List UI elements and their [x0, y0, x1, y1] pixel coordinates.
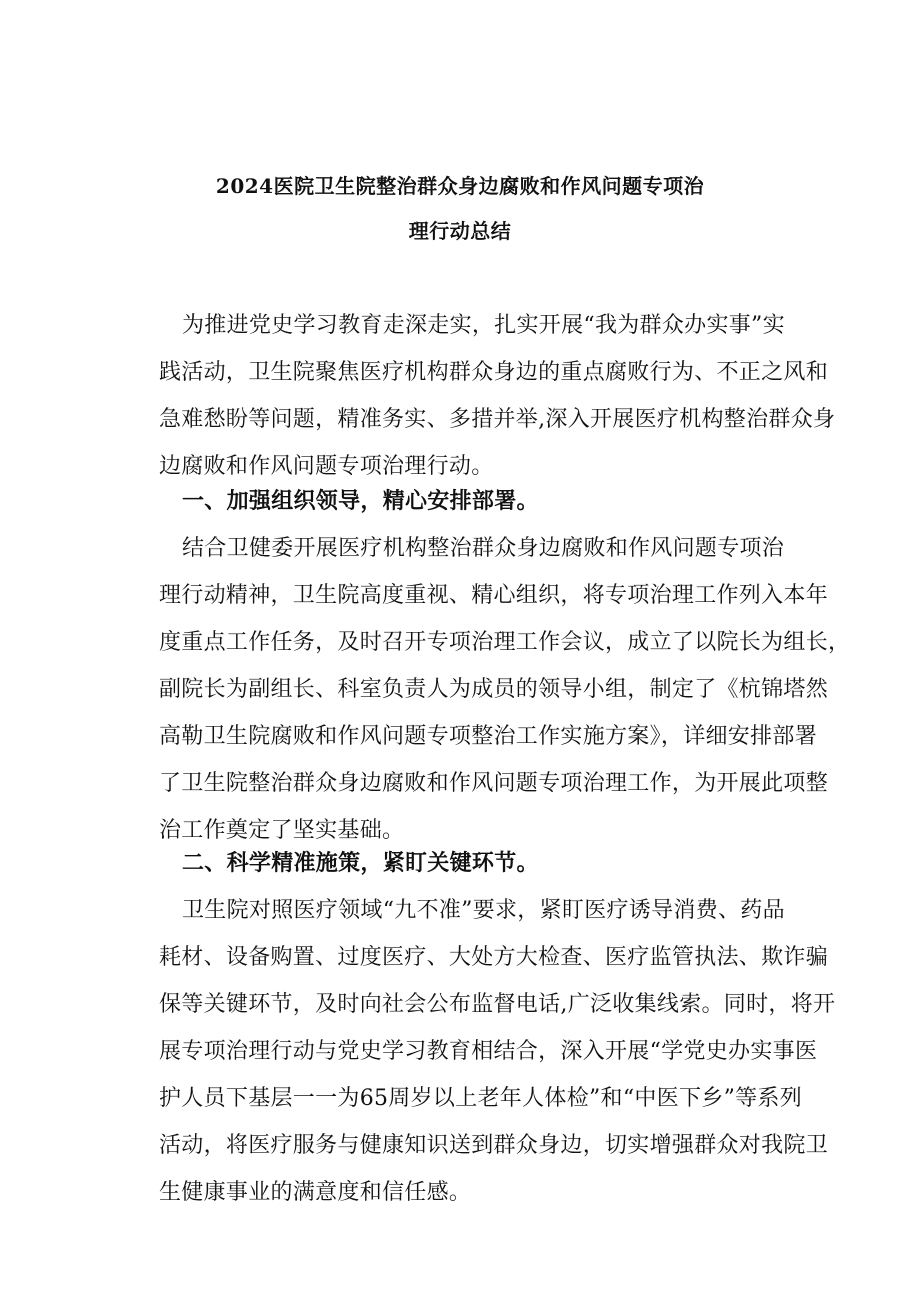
body-text-line: 卫生院对照医疗领域“九不准”要求，紧盯医疗诱导消费、药品 — [182, 898, 785, 923]
section-heading: 一、加强组织领导，精心安排部署。 — [182, 488, 539, 514]
body-text-line: 耗材、设备购置、过度医疗、大处方大检查、医疗监管执法、欺诈骗 — [159, 945, 829, 970]
body-text-line: 活动，将医疗服务与健康知识送到群众身边，切实增强群众对我院卫 — [159, 1133, 829, 1158]
body-text-line: 护人员下基层一一为65周岁以上老年人体检”和“中医下乡”等系列 — [159, 1086, 803, 1111]
section-heading: 二、科学精准施策，紧盯关键环节。 — [182, 850, 539, 876]
body-text-line: 治工作奠定了坚实基础。 — [159, 818, 405, 843]
document-title-line-1: 2024医院卫生院整治群众身边腐败和作风问题专项治 — [215, 174, 705, 198]
body-text-line: 高勒卫生院腐败和作风问题专项整治工作实施方案》，详细安排部署 — [159, 724, 818, 749]
body-text-line: 度重点工作任务，及时召开专项治理工作会议，成立了以院长为组长， — [159, 630, 851, 655]
body-text-line: 了卫生院整治群众身边腐败和作风问题专项治理工作，为开展此项整 — [159, 771, 829, 796]
body-text-line: 为推进党史学习教育走深走实，扎实开展“我为群众办实事”实 — [182, 313, 785, 338]
body-text-line: 急难愁盼等问题，精准务实、多措并举,深入开展医疗机构整治群众身 — [159, 407, 836, 432]
body-text-line: 理行动精神，卫生院高度重视、精心组织，将专项治理工作列入本年 — [159, 583, 829, 608]
body-text-line: 边腐败和作风问题专项治理行动。 — [159, 454, 494, 479]
body-text-line: 践活动，卫生院聚焦医疗机构群众身边的重点腐败行为、不正之风和 — [159, 360, 829, 385]
document-title-line-2: 理行动总结 — [408, 219, 512, 243]
body-text-line: 生健康事业的满意度和信任感。 — [159, 1180, 472, 1205]
body-text-line: 展专项治理行动与党史学习教育相结合，深入开展“学党史办实事医 — [159, 1039, 818, 1064]
body-text-line: 保等关键环节，及时向社会公布监督电话,广泛收集线索。同时，将开 — [159, 992, 836, 1017]
body-text-line: 副院长为副组长、科室负责人为成员的领导小组，制定了《杭锦塔然 — [159, 677, 829, 702]
body-text-line: 结合卫健委开展医疗机构整治群众身边腐败和作风问题专项治 — [182, 536, 785, 561]
